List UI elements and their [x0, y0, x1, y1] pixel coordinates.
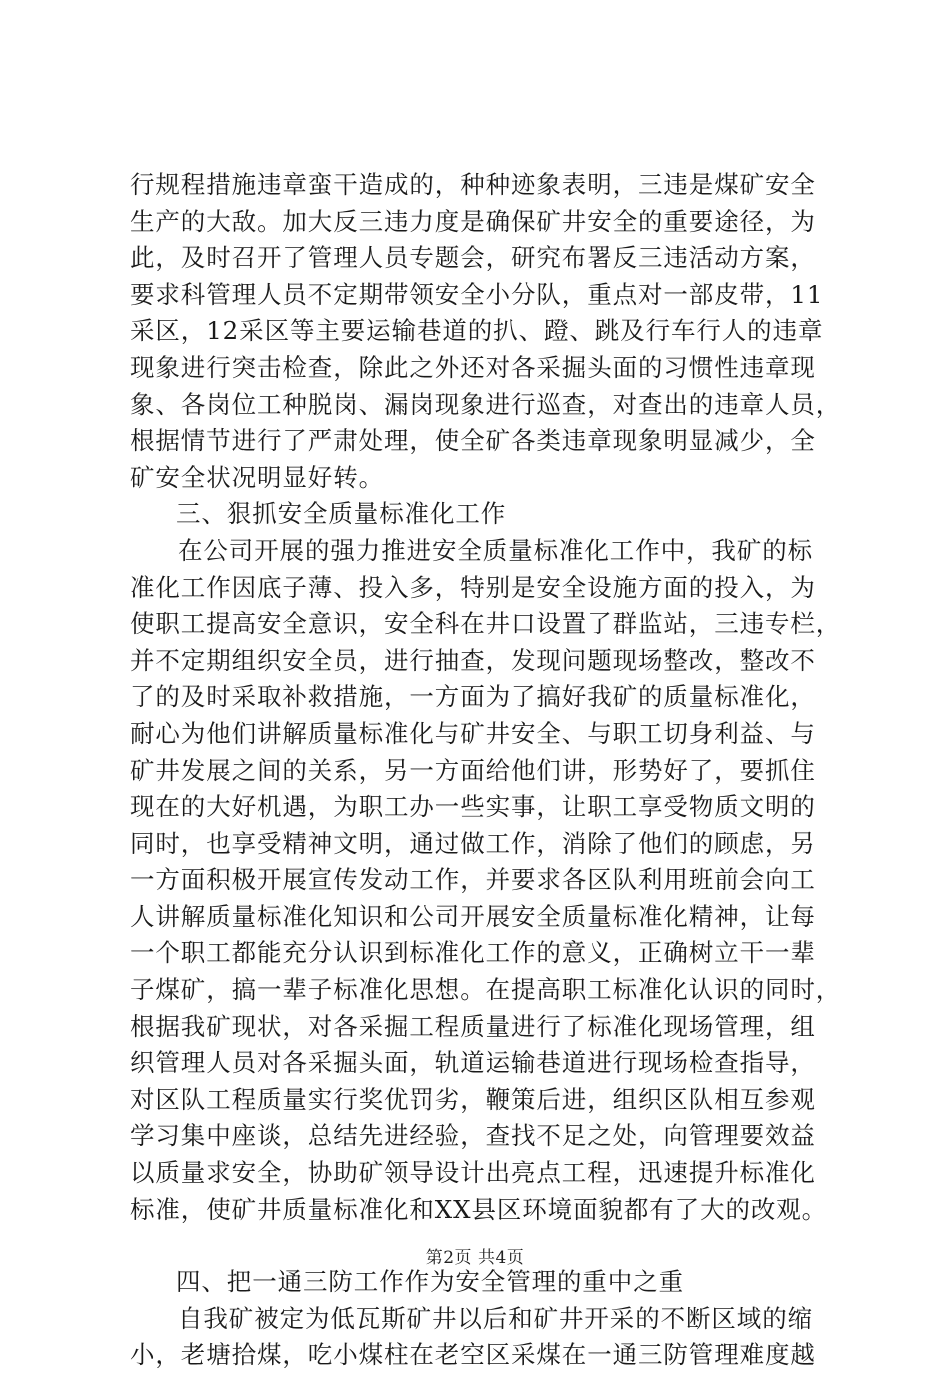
text-line: 同时，也享受精神文明，通过做工作，消除了他们的顾虑，另	[130, 828, 816, 858]
text-line: 一个职工都能充分认识到标准化工作的意义，正确树立干一辈	[130, 938, 816, 968]
paragraph-anti-violation	[130, 167, 842, 496]
text-line: 象、各岗位工种脱岗、漏岗现象进行巡查，对查出的违章人员，	[130, 389, 842, 419]
paragraph-quality-standardization	[130, 533, 842, 1228]
text-line: 子煤矿，搞一辈子标准化思想。在提高职工标准化认识的同时，	[130, 975, 842, 1005]
page-number: 第2页 共4页	[425, 1248, 525, 1268]
text-line: 自我矿被定为低瓦斯矿井以后和矿井开采的不断区域的缩	[178, 1303, 813, 1333]
text-line: 一方面积极开展宣传发动工作，并要求各区队利用班前会向工	[130, 865, 816, 895]
section-heading-3: 三、狠抓安全质量标准化工作	[176, 499, 507, 529]
text-line: 并不定期组织安全员，进行抽查，发现问题现场整改，整改不	[130, 645, 816, 675]
text-line: 矿安全状况明显好转。	[130, 462, 384, 492]
text-line: 现在的大好机遇，为职工办一些实事，让职工享受物质文明的	[130, 792, 816, 822]
text-line: 要求科管理人员不定期带领安全小分队，重点对一部皮带，11	[130, 279, 824, 309]
section-heading-4: 四、把一通三防工作作为安全管理的重中之重	[176, 1267, 684, 1297]
text-line: 织管理人员对各采掘头面，轨道运输巷道进行现场检查指导，	[130, 1048, 816, 1078]
text-line: 此，及时召开了管理人员专题会，研究布署反三违活动方案，	[130, 243, 816, 273]
text-line: 根据情节进行了严肃处理，使全矿各类违章现象明显减少，全	[130, 426, 816, 456]
text-line: 了的及时采取补救措施，一方面为了搞好我矿的质量标准化，	[130, 682, 816, 712]
text-line: 采区，12采区等主要运输巷道的扒、蹬、跳及行车行人的违章	[130, 316, 824, 346]
text-line: 根据我矿现状，对各采掘工程质量进行了标准化现场管理，组	[130, 1011, 816, 1041]
text-line: 在公司开展的强力推进安全质量标准化工作中，我矿的标	[178, 535, 813, 565]
text-line: 准化工作因底子薄、投入多，特别是安全设施方面的投入，为	[130, 572, 816, 602]
text-line: 使职工提高安全意识，安全科在井口设置了群监站，三违专栏，	[130, 609, 842, 639]
text-line: 对区队工程质量实行奖优罚劣，鞭策后进，组织区队相互参观	[130, 1084, 816, 1114]
text-line: 以质量求安全，协助矿领导设计出亮点工程，迅速提升标准化	[130, 1158, 816, 1188]
text-line: 耐心为他们讲解质量标准化与矿井安全、与职工切身利益、与	[130, 718, 816, 748]
document-body	[130, 167, 842, 1374]
paragraph-ventilation	[130, 1301, 842, 1374]
text-line: 生产的大敌。加大反三违力度是确保矿井安全的重要途径，为	[130, 206, 816, 236]
text-line: 小，老塘拾煤，吃小煤柱在老空区采煤在一通三防管理难度越	[130, 1340, 816, 1370]
page-footer	[0, 1243, 950, 1268]
text-line: 人讲解质量标准化知识和公司开展安全质量标准化精神，让每	[130, 901, 816, 931]
text-line: 学习集中座谈，总结先进经验，查找不足之处，向管理要效益	[130, 1121, 816, 1151]
text-line: 标准，使矿井质量标准化和XX县区环境面貌都有了大的改观。	[130, 1194, 828, 1224]
text-line: 行规程措施违章蛮干造成的，种种迹象表明，三违是煤矿安全	[130, 170, 816, 199]
text-line: 矿井发展之间的关系，另一方面给他们讲，形势好了，要抓住	[130, 755, 816, 785]
text-line: 现象进行突击检查，除此之外还对各采掘头面的习惯性违章现	[130, 352, 816, 382]
